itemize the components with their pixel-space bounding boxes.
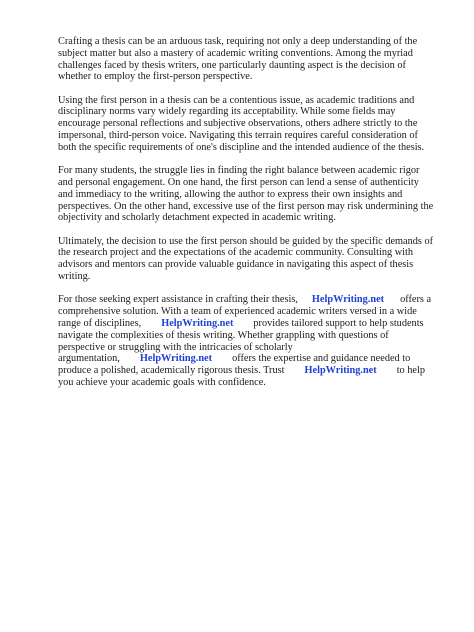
helpwriting-link-4[interactable]: HelpWriting.net	[304, 365, 377, 377]
paragraph-conclusion: Ultimately, the decision to use the first person should be guided by the specific demands of the research project and the expectations of the academic community. Consulting with advisors and mentors can provide valuable guidance in navigating this aspect of thesis writing.	[58, 235, 434, 283]
paragraph-balance: For many students, the struggle lies in finding the right balance between academic rigor and personal engagement. On one hand, the first person can lend a sense of authenticity and immediacy to the writing, allowing the author to express their own insights and perspectives. On the other hand, excessive use of the first person may risk undermining the objectivity and scholarly detachment expected in academic writing.	[58, 165, 434, 224]
helpwriting-link-2[interactable]: HelpWriting.net	[161, 317, 234, 329]
paragraph-first-person-issue: Using the first person in a thesis can be a contentious issue, as academic traditions and disciplinary norms vary widely regarding its acceptability. While some fields may encourage personal reflections and subjective observations, others adhere strictly to the impersonal, third-person voice. Navigating this terrain requires careful consideration of both the specific requirements of one's discipline and the intended audience of the thesis.	[58, 94, 425, 153]
promo-text-5: to help you achieve your academic goals with confidence.	[58, 365, 425, 388]
promo-text-3: provides tailored support to help students navigate the complexities of thesis writing. Whether grappling with questions of perspective or struggling with the intricacies of scholarly argumentation,	[58, 317, 424, 365]
helpwriting-link-3[interactable]: HelpWriting.net	[139, 353, 213, 365]
promo-text-2: offers a comprehensive solution. With a team of experienced academic writers versed in a wide range of disciplines,	[58, 294, 432, 329]
helpwriting-link-1[interactable]: HelpWriting.net	[311, 294, 385, 306]
promo-text-4: offers the expertise and guidance needed to produce a polished, academically rigorous thesis. Trust	[58, 353, 411, 377]
paragraph-intro: Crafting a thesis can be an arduous task, requiring not only a deep understanding of the subject matter but also a mastery of academic writing conventions. Among the myriad challenges faced by thesis writers, one particularly daunting aspect is the decision of whether to employ the first-person perspective.	[58, 36, 418, 83]
paragraph-promotion	[58, 294, 434, 388]
promo-text-1: For those seeking expert assistance in crafting their thesis,	[58, 294, 298, 306]
